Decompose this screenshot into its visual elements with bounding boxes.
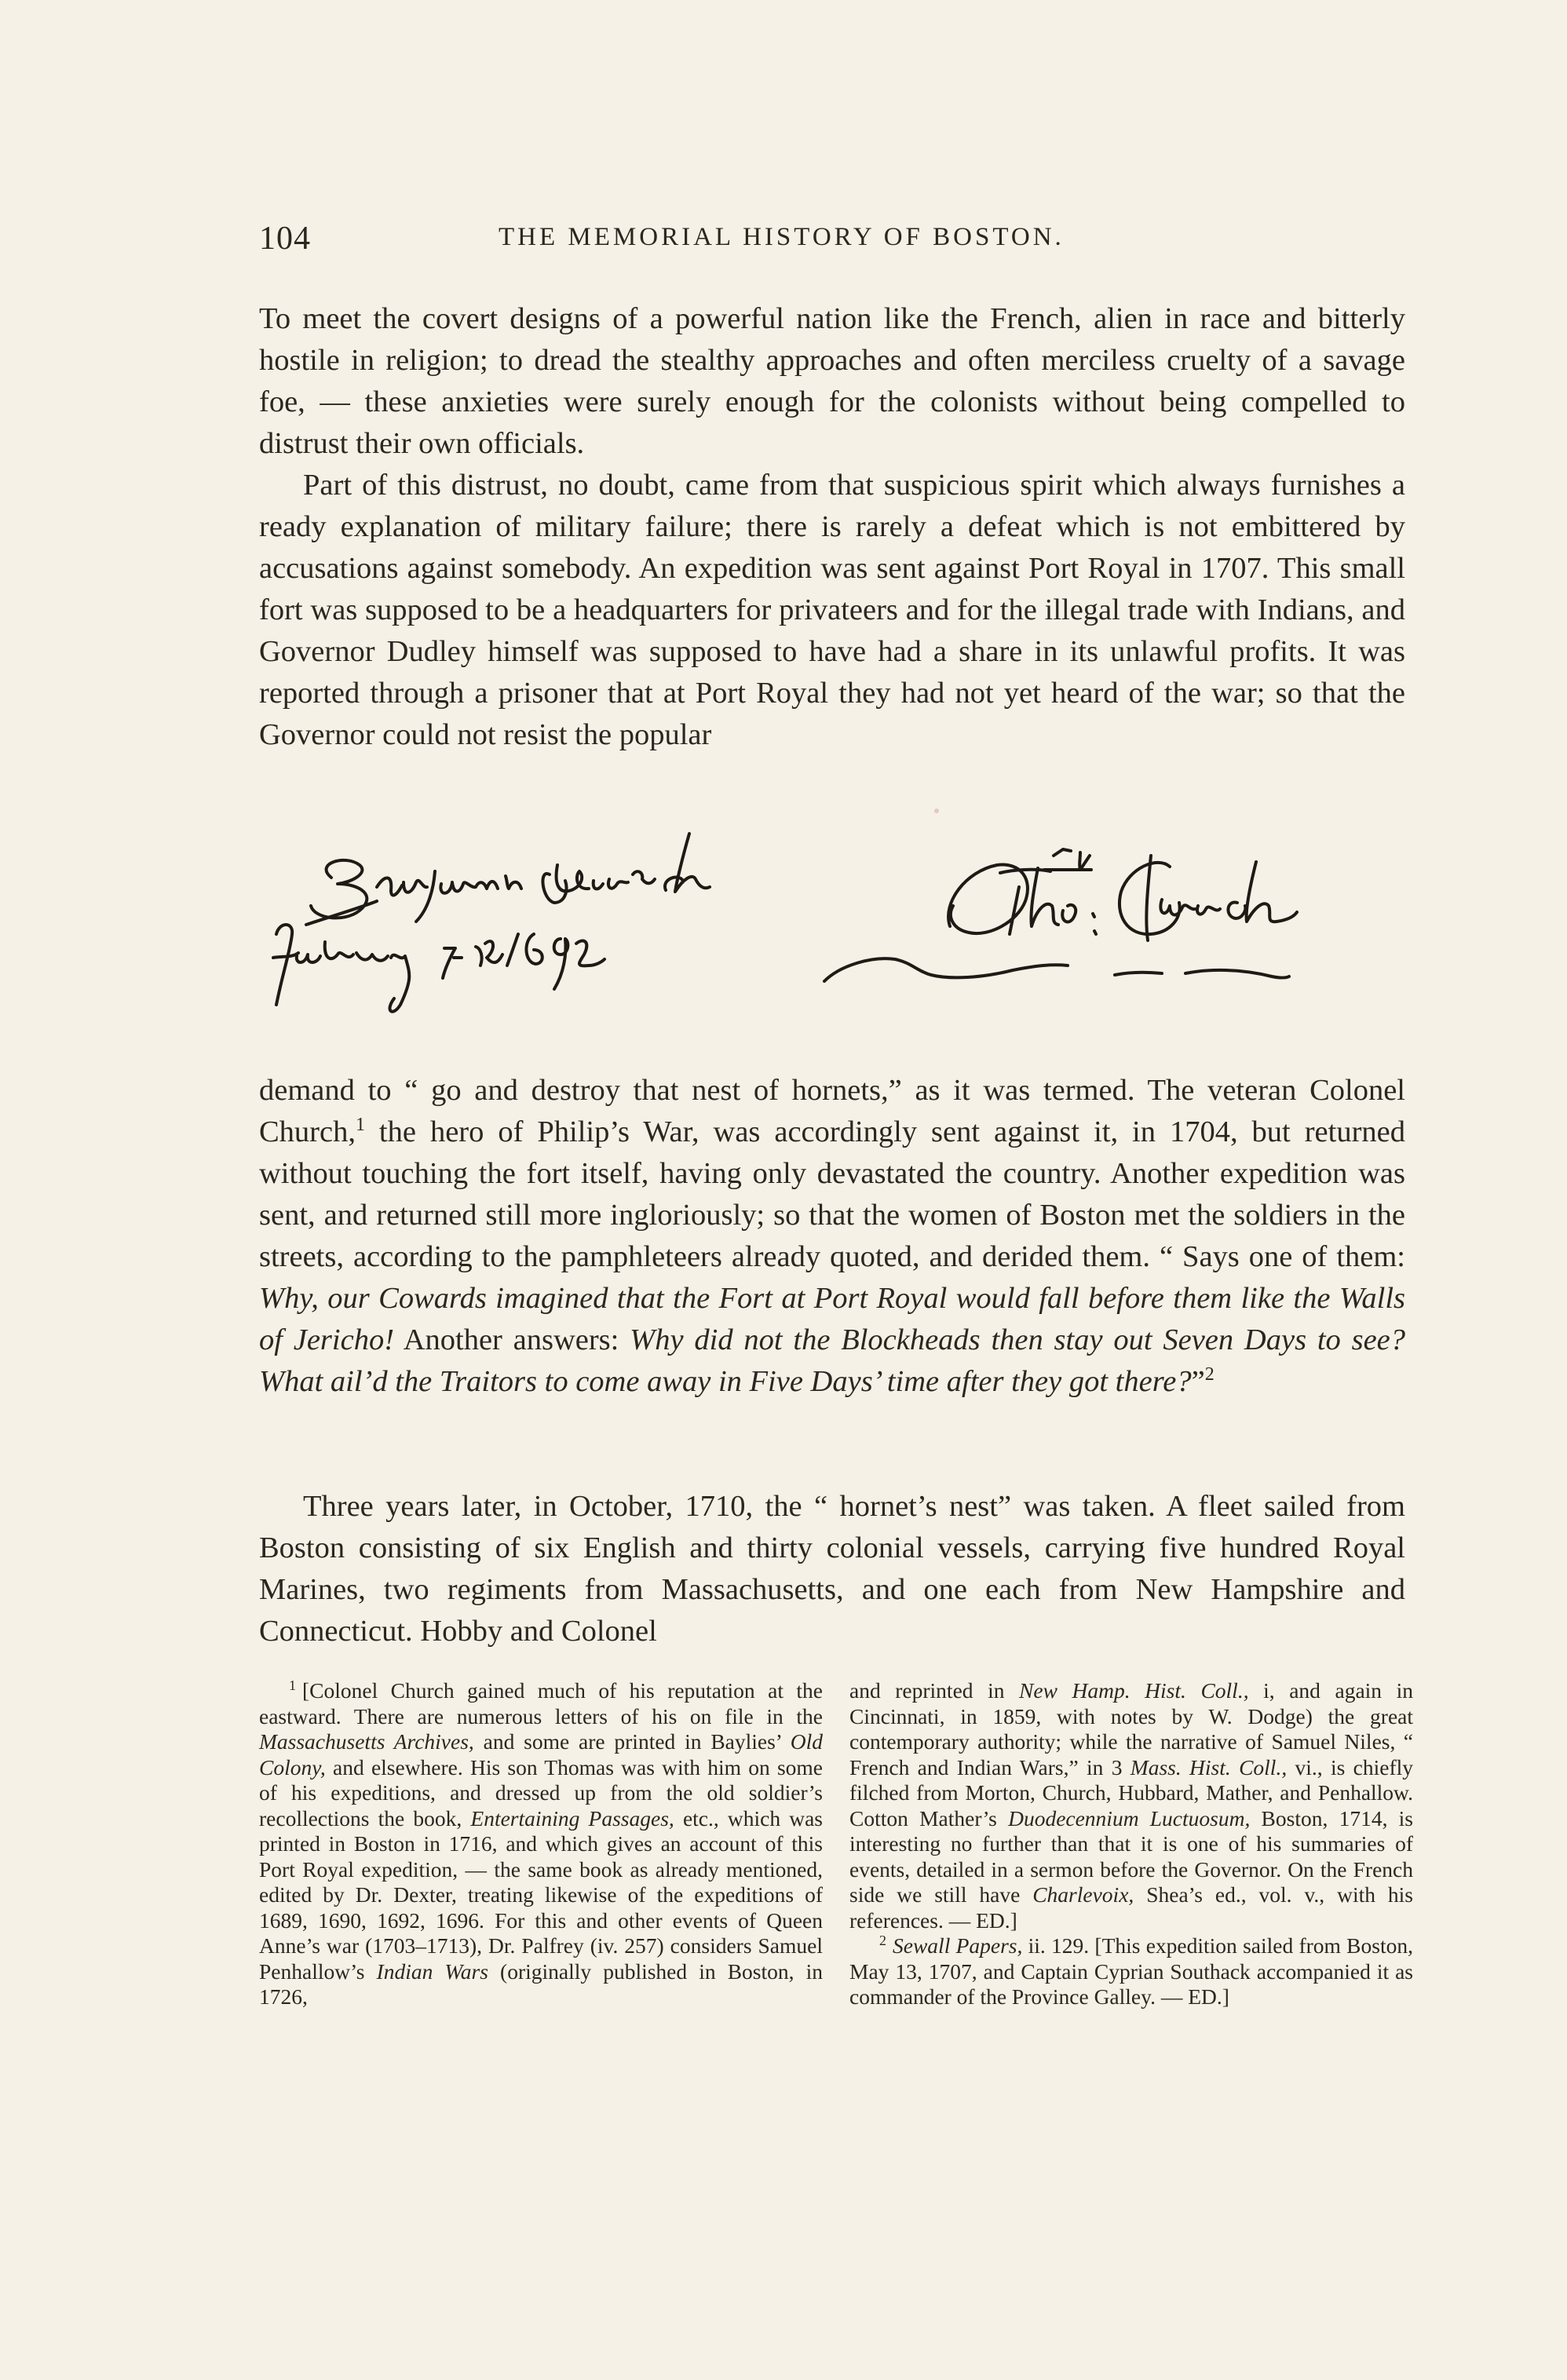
paragraph-2 (259, 465, 1405, 756)
quote-cowards: Why, our Cowards imagined that the Fort at Port Royal would fall before them like the Walls of Jericho! (259, 1282, 1405, 1356)
signature-benjamin-church (273, 834, 710, 1012)
footnote-1-cont-italic-a: New Hamp. Hist. Coll., (1019, 1678, 1249, 1703)
signature-facsimiles (259, 824, 1405, 1060)
footnote-1 (259, 1678, 823, 2010)
paragraph-3-text-1: demand to “ go and destroy that nest of hornets,” as it was termed. The veteran Colonel Church, (259, 1074, 1405, 1148)
footnote-1-italic-d: Indian Wars (376, 1958, 488, 1984)
footnote-1-italic-a: Massachusetts Archives, (259, 1729, 474, 1754)
footnote-1-number: 1 (289, 1677, 296, 1693)
footnote-1-text-a: [Colonel Church gained much of his reputation at the eastward. There are numerous letters of his on file in the (259, 1678, 823, 1728)
footnote-1-cont-text-a: and reprinted in (849, 1678, 1020, 1703)
footnote-1-cont-italic-b: Mass. Hist. Coll., (1130, 1754, 1288, 1780)
paragraph-2-text: Part of this distrust, no doubt, came from that suspicious spirit which always furnishes a ready explanation of military failure; there is rarely a defeat which is not embittered by accusations against somebody. An expedition was sent against Port Royal in 1707. This small fort was supposed to be a headquarters for privateers and for the illegal trade with Indians, and Governor Dudley himself was supposed to have had a share in its unlawful profits. It was reported through a prisoner that at Port Royal they had not yet heard of the war; so that the Governor could not resist the popular (259, 469, 1405, 751)
footnote-1-italic-c: Entertaining Passages, (470, 1805, 674, 1831)
footnote-column-left (259, 1678, 823, 2010)
footnote-2-text: ii. 129. [This expedition sailed from Boston, May 13, 1707, and Captain Cyprian Southack accompanied it as commander of the Province Galley. — ED.] (849, 1933, 1413, 2009)
footnote-2-number: 2 (879, 1932, 886, 1948)
footnote-ref-1: 1 (355, 1115, 365, 1136)
page-header (259, 220, 1405, 267)
footnote-ref-2: 2 (1204, 1364, 1215, 1385)
footnote-1-cont-italic-c: Duodecennium Luctuosum, (1008, 1805, 1251, 1831)
paragraph-3-text-2: the hero of Philip’s War, was accordingly sent against it, in 1704, but returned without touching the fort itself, having only devastated the country. Another expedition was sent, and returned still more ingloriously; so that the women of Boston met the soldiers in the streets, according to the pamphleteers already quoted, and derided them. “ Says one of them: (259, 1115, 1405, 1273)
signatures-svg (259, 824, 1405, 1060)
footnote-1-cont-italic-d: Charlevoix, (1032, 1882, 1134, 1907)
footnote-1-text-c: and elsewhere. His son Thomas was with him on some of his expeditions, and dressed up from the old soldier’s recollections the book, (259, 1754, 823, 1831)
footnote-1-cont-text-b: i, and again in Cincinnati, in 1859, with notes by W. Dodge) the great contemporary authority; while the narrative of Samuel Niles, “ French and Indian Wars,” in 3 (849, 1678, 1413, 1780)
footnote-1-cont-text-d: Boston, 1714, is interesting no further than that it is one of his summaries of events, detailed in a sermon before the Governor. On the French side we still have (849, 1805, 1413, 1907)
footnotes (259, 1677, 1413, 2212)
footnote-1-italic-b: Old Colony, (259, 1729, 823, 1780)
page-number: 104 (259, 221, 311, 257)
footnote-2-italic: Sewall Papers, (893, 1933, 1023, 1958)
paragraph-4 (259, 1486, 1405, 1652)
paragraph-3-text-4: ” (1191, 1365, 1205, 1398)
quote-blockheads: Why did not the Blockheads then stay out Seven Days to see? What ail’d the Traitors to come away in Five Days’ time after they got there? (259, 1323, 1406, 1398)
footnote-1-text-d: etc., which was printed in Boston in 1716, and which gives an account of this Port Royal expedition, — the same book as already mentioned, edited by Dr. Dexter, treating likewise of the expeditions of 1689, 1690, 1692, 1696. For this and other events of Queen Anne’s war (1703–1713), Dr. Palfrey (iv. 257) considers Samuel Penhallow’s (259, 1805, 823, 1984)
footnote-1-text-e: (originally published in Boston, in 1726, (259, 1958, 823, 2009)
page-stain (934, 809, 939, 813)
paragraph-4-text: Three years later, in October, 1710, the “ hornet’s nest” was taken. A fleet sailed from Boston consisting of six English and thirty colonial vessels, carrying five hundred Royal Marines, two regiments from Massachusetts, and one each from New Hampshire and Connecticut. Hobby and Colonel (259, 1490, 1405, 1648)
footnote-1-text-b: and some are printed in Baylies’ (473, 1729, 791, 1754)
signature-thomas-church (824, 849, 1297, 981)
footnote-1-cont-text-c: vi., is chiefly filched from Morton, Church, Hubbard, Mather, and Penhallow. Cotton Mather’s (849, 1754, 1413, 1831)
footnote-1-cont-text-e: Shea’s ed., vol. v., with his references. — ED.] (849, 1882, 1413, 1933)
paragraph-3 (259, 1070, 1405, 1403)
footnote-1-continued (849, 1678, 1413, 1933)
running-title: THE MEMORIAL HISTORY OF BOSTON. (499, 223, 1065, 251)
paragraph-3-text-3: Another answers: (394, 1323, 630, 1356)
footnote-2 (849, 1933, 1413, 2010)
paragraph-1: To meet the covert designs of a powerful nation like the French, alien in race and bitterly hostile in religion; to dread the stealthy approaches and often merciless cruelty of a savage foe, — these anxieties were surely enough for the colonists without being compelled to distrust their own officials. (259, 302, 1405, 460)
footnote-column-right (849, 1678, 1413, 2010)
